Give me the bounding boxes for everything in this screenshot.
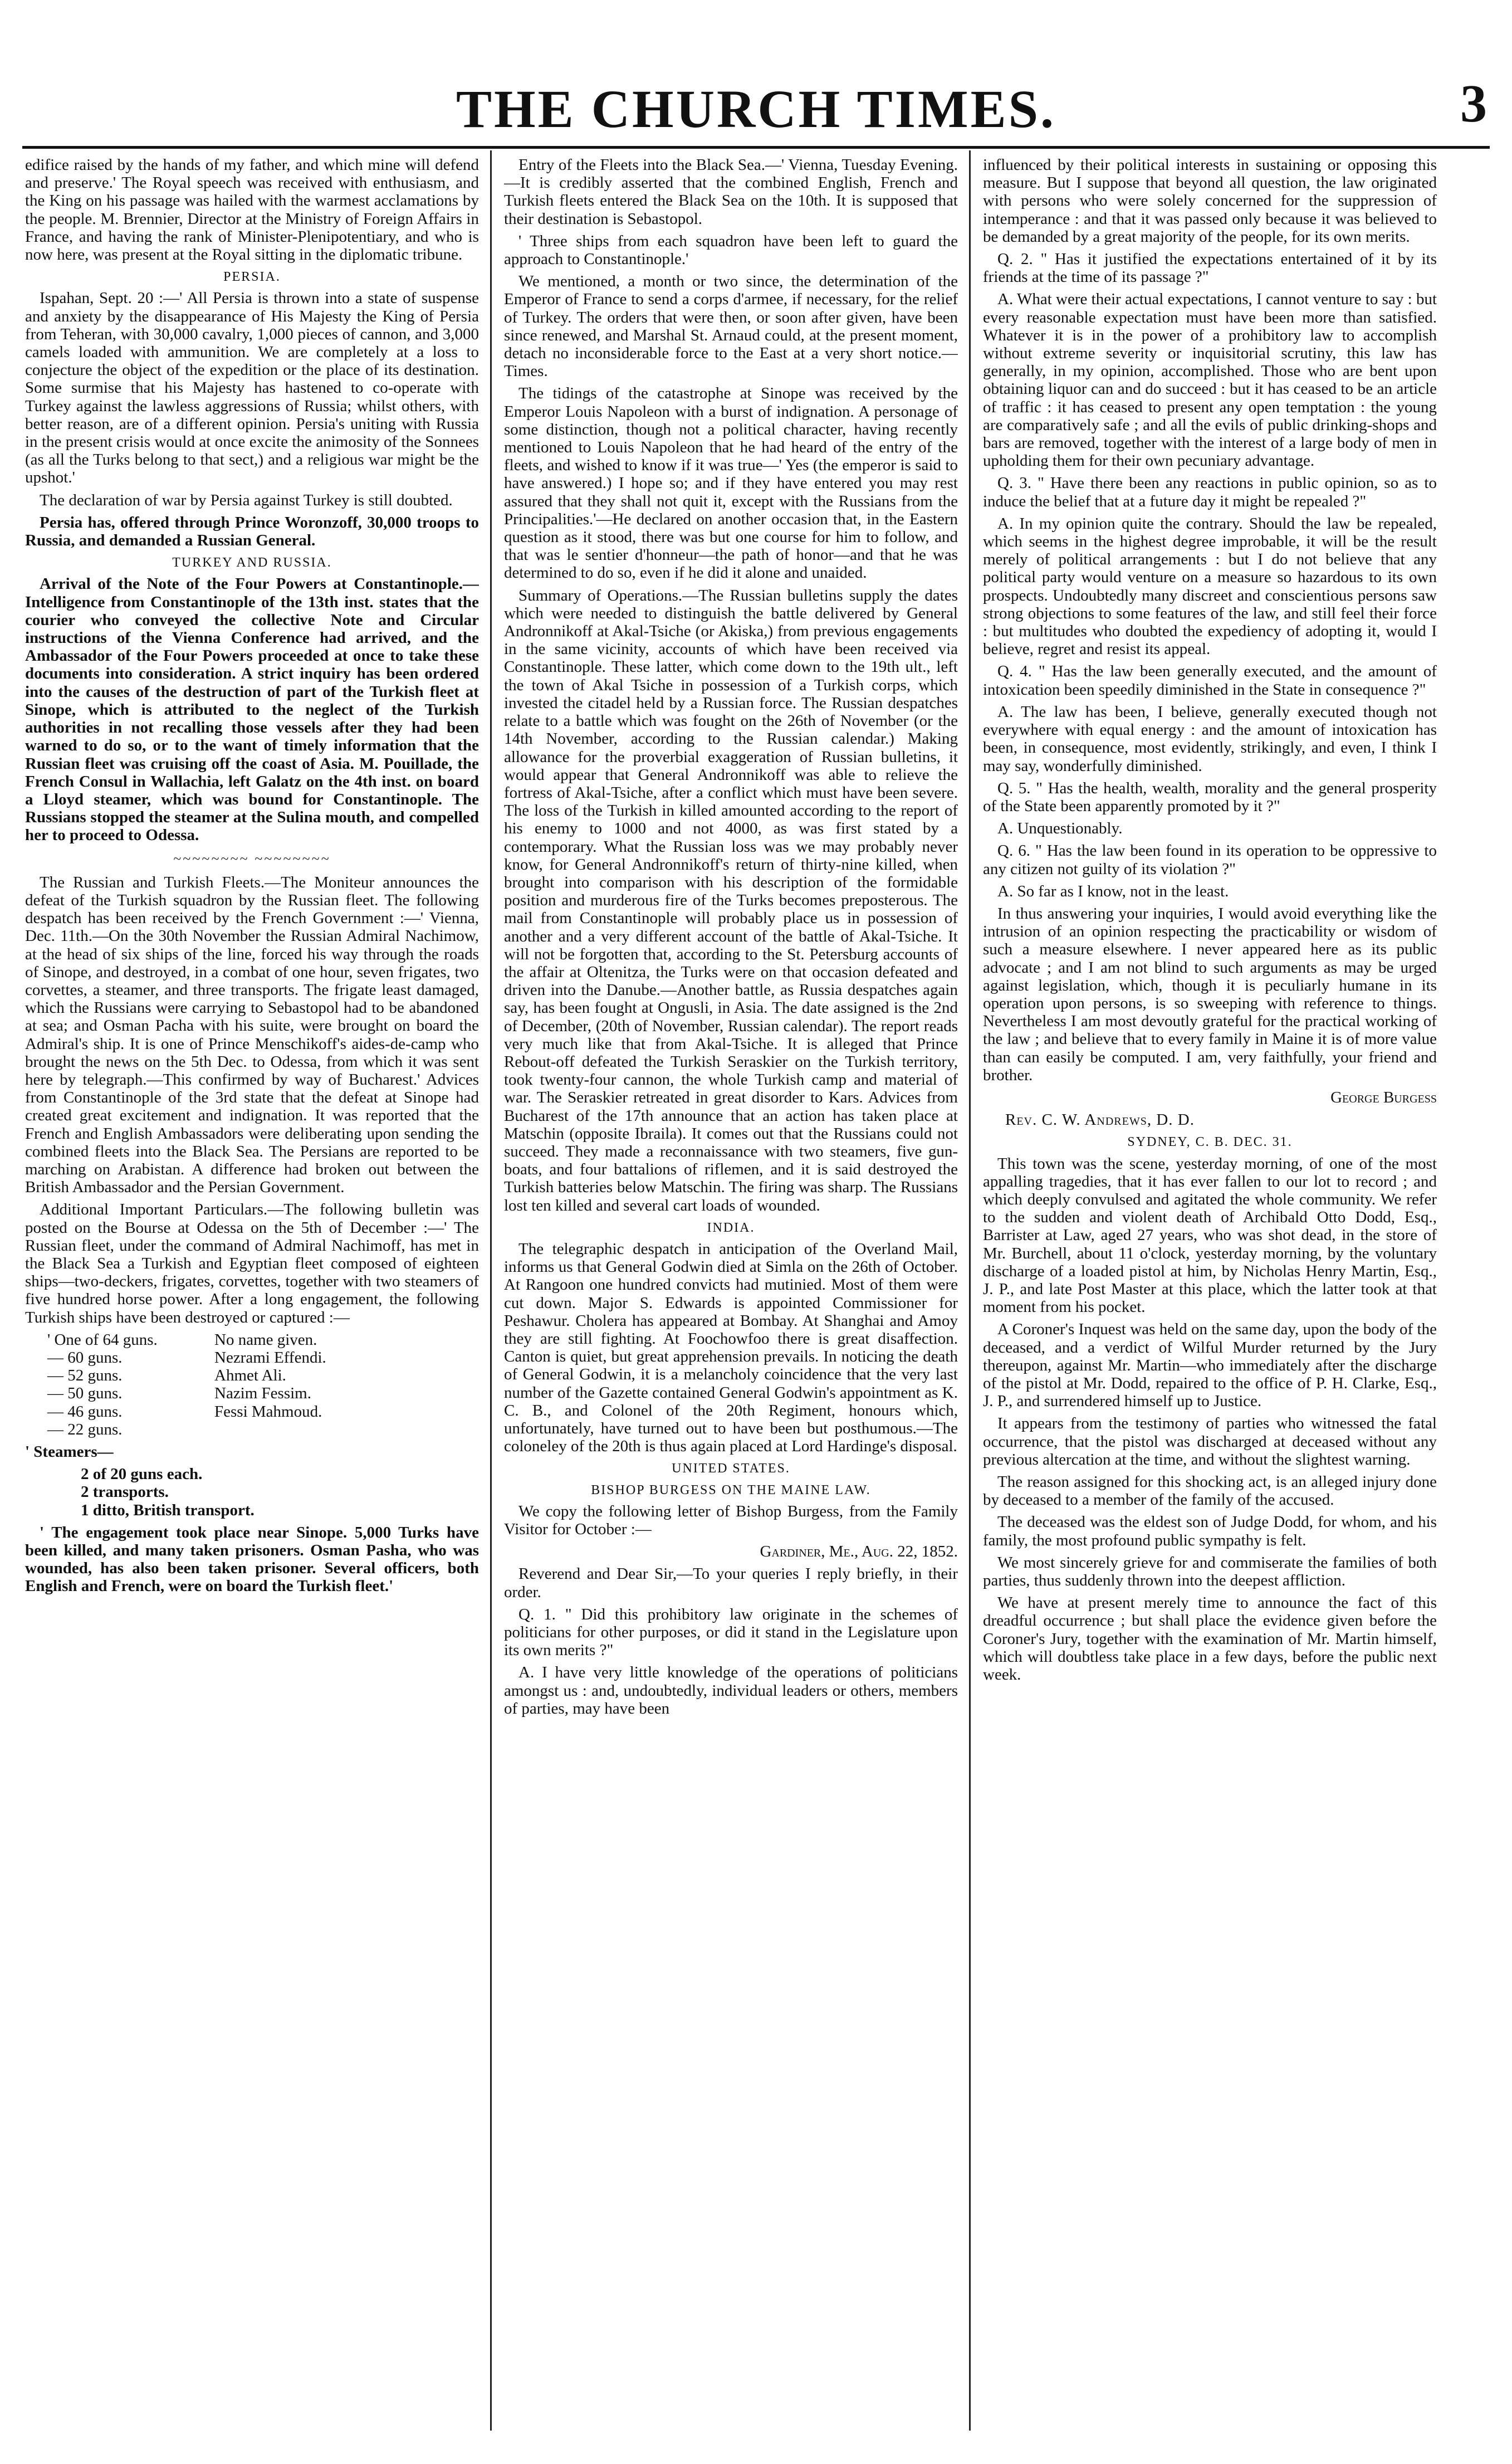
article-text: Q. 4. " Has the law been generally executed, and the amount of intoxication been speedily diminished in the State in consequence ?" (983, 662, 1437, 699)
list-item: 1 ditto, British transport. (81, 1501, 255, 1519)
article-text: Persia has, offered through Prince Woronzoff, 30,000 troops to Russia, and demanded a Russian General. (25, 513, 479, 550)
article-text: This town was the scene, yesterday morning, of one of the most appalling tragedies, that it has ever fallen to our lot to record ; and which deeply convulsed and agitated the whole community. We refer to the sudden and violent death of Archibald Otto Dodd, Esq., Barrister at Law, aged 27 years, who was shot dead, in the store of Mr. Burchell, about 11 o'clock, yesterday morning, by the voluntary discharge of a loaded pistol at him, by Nicholas Henry Martin, Esq., J. P., and late Post Master at this place, which the latter took at that moment from his pocket. (983, 1154, 1437, 1316)
article-text: A. So far as I know, not in the least. (997, 882, 1229, 900)
article-text: The deceased was the eldest son of Judge Dodd, for whom, and his family, the most profound public sympathy is felt. (983, 1513, 1437, 1549)
column-divider-1 (490, 150, 492, 2431)
article-text: We most sincerely grieve for and commiserate the families of both parties, thus suddenly thrown into the deepest affliction. (983, 1553, 1437, 1590)
list-item: ' One of 64 guns. No name given. (47, 1330, 317, 1349)
list-item: — 22 guns. (47, 1420, 123, 1438)
article-text: Q. 1. " Did this prohibitory law originate in the schemes of politicians for other purposes, or did it stand in the Legislature upon its own merits ?" (504, 1605, 958, 1660)
article-text: The tidings of the catastrophe at Sinope was received by the Emperor Louis Napoleon with a burst of indignation. A personage of some distinction, though not a political character, having recently mentioned to Louis Napoleon that he had heard of the entry of the fleets, and wished to know if it was true—' Yes (the emperor is said to have answered.) I hope so; and if they have entered you may rest assured that they shall not quit it, except with the Russians from the Principalities.'—He declared on another occasion that, in the Eastern question as it stood, there was but one course for him to follow, and that was le sentier d'honneur—the path of honor—and that he was determined to do so, even if he did it alone and unaided. (504, 384, 958, 582)
article-text: Summary of Operations.—The Russian bulletins supply the dates which were needed to distinguish the battle delivered by General Andronnikoff at Akal-Tsiche (or Akiska,) from previous engagements in the same vicinity, accounts of which have been received via Constantinople. These latter, which come down to the 19th ult., left the town of Akal Tsiche in possession of a Turkish corps, which invested the citadel held by a Russian force. The Russian despatches relate to a battle which was fought on the 26th of November (or the 14th November, according to the Russian calendar.) Making allowance for the proverbial exaggeration of Russian bulletins, it would appear that General Andronnikoff was able to relieve the fortress of Akal-Tsiche, after a conflict which must have been severe. The loss of the Turkish in killed amounted according to the report of his enemy to 1000 and not 4000, as was first stated by a contemporary. What the Russian loss was we may probably never know, for General Andronnikoff's return of thirty-nine killed, when brought into comparison with his description of the formidable position and murderous fire of the Turks becomes preposterous. The mail from Constantinople will probably place us in possession of another and a very different account of the battle of Akal-Tsiche. It will not be forgotten that, according to the St. Petersburg accounts of the affair at Oltenitza, the Turks were on that occasion defeated and driven into the Danube.—Another battle, as Russia despatches again say, has been fought at Ongusli, in Asia. The date assigned is the 2nd of December, (20th of November, Russian calendar). The report reads very much like that from Akal-Tsiche. It is alleged that Prince Rebout-off defeated the Turkish Seraskier on the Turkish territory, took twenty-four cannon, the whole Turkish camp and material of war. The Seraskier retreated in great disorder to Kars. Advices from Bucharest of the 17th announce that an action has taken place at Matschin (opposite Ibraila). It comes out that the Russians could not succeed. They made a reconnaissance with two steamers, five gun-boats, and four battalions of riflemen, and it is said destroyed the Turkish batteries below Matschin. The firing was sharp. The Russians lost ten killed and several cart loads of wounded. (504, 586, 958, 1214)
article-text: ' Steamers— (25, 1443, 114, 1461)
article-text: A Coroner's Inquest was held on the same day, upon the body of the deceased, and a verdict of Wilful Murder returned by the Jury thereupon, against Mr. Martin—who immediately after the discharge of the pistol at Mr. Dodd, repaired to the office of P. H. Clarke, Esq., J. P., and surrendered himself up to Justice. (983, 1320, 1437, 1411)
article-text: Q. 2. " Has it justified the expectations entertained of it by its friends at the time of its passage ?" (983, 250, 1437, 286)
column-2 (504, 156, 958, 2429)
addressee: Rev. C. W. Andrews, D. D. (1005, 1111, 1195, 1129)
section-subheading-bishop: BISHOP BURGESS ON THE MAINE LAW. (591, 1482, 871, 1497)
article-text: A. Unquestionably. (997, 819, 1123, 838)
section-heading-india: INDIA. (707, 1220, 755, 1235)
article-text: Q. 6. " Has the law been found in its operation to be oppressive to any citizen not guilty of its violation ?" (983, 842, 1437, 878)
article-text: A. The law has been, I believe, generally executed though not everywhere with equal energy : and the amount of intoxication has been, in consequence, most evidently, strikingly, and even, I think I may say, wonderfully diminished. (983, 702, 1437, 775)
section-heading-sydney: SYDNEY, C. B. DEC. 31. (1127, 1135, 1293, 1150)
article-text: Ispahan, Sept. 20 :—' All Persia is thrown into a state of suspense and anxiety by the disappearance of His Majesty the King of Persia from Teheran, with 30,000 cavalry, 1,000 pieces of cannon, and 3,000 camels loaded with ammunition. We are completely at a loss to conjecture the object of the expedition or the place of its destination. Some surmise that his Majesty has hastened to co-operate with Turkey against the lawless aggressions of Russia; whilst others, with better reason, are of a different opinion. Persia's uniting with Russia in the present crisis would at once excite the animosity of the Sonnees (as all the Turks belong to that sect,) and a religious war might be the upshot.' (25, 289, 479, 487)
section-heading-united-states: UNITED STATES. (672, 1461, 790, 1476)
article-text: We copy the following letter of Bishop Burgess, from the Family Visitor for October :— (504, 1502, 958, 1539)
list-item: — 60 guns. Nezrami Effendi. (47, 1349, 326, 1367)
list-item: — 50 guns. Nazim Fessim. (47, 1384, 311, 1403)
dateline: Gardiner, Me., Aug. 22, 1852. (760, 1543, 958, 1561)
article-text: Q. 5. " Has the health, wealth, morality and the general prosperity of the State been apparently promoted by it ?" (983, 779, 1437, 815)
column-divider-2 (969, 150, 971, 2431)
signature: George Burgess (1330, 1088, 1437, 1106)
article-text: We have at present merely time to announce the fact of this dreadful occurrence ; but shall place the evidence given before the Coroner's Jury, together with the examination of Mr. Martin himself, which will doubtless take place in a few days, before the public next week. (983, 1594, 1437, 1684)
page-number: 3 (1460, 74, 1487, 133)
ships-list (47, 1331, 479, 1438)
article-text: A. What were their actual expectations, I cannot venture to say : but every reasonable expectation must have been more than satisfied. Whatever it is in the power of a prohibitory law to accomplish without extreme severity or inquisitorial scrutiny, this law has generally, in my opinion, accomplished. Those who are bent upon obtaining liquor can and do succeed : but it has ceased to be an article of traffic : it has ceased to present any open temptation : the young are comparatively safe ; and all the evils of public drinking-shops and bars are removed, together with the interest of a large body of men in upholding them for their own pecuniary advantage. (983, 290, 1437, 470)
article-text: Additional Important Particulars.—The following bulletin was posted on the Bourse at Odessa on the 5th of December :—' The Russian fleet, under the command of Admiral Nachimoff, has met in the Black Sea a Turkish and Egyptian fleet composed of eighteen ships—two-deckers, frigates, corvettes, together with two steamers of five hundred horse power. After a long engagement, the following Turkish ships have been destroyed or captured :— (25, 1201, 479, 1326)
section-heading-turkey-russia: TURKEY AND RUSSIA. (172, 555, 332, 570)
article-text: We mentioned, a month or two since, the determination of the Emperor of France to send a corps d'armee, if necessary, for the relief of Turkey. The orders that were then, or soon after given, have been since renewed, and Marshal St. Arnaud could, at the present moment, detach no inconsiderable force to the East at a very short notice.—Times. (504, 272, 958, 380)
article-text: Entry of the Fleets into the Black Sea.—' Vienna, Tuesday Evening.—It is credibly asserted that the combined English, French and Turkish fleets entered the Black Sea on the 10th. It is supposed that their destination is Sebastopol. (504, 156, 958, 228)
article-text: Arrival of the Note of the Four Powers at Constantinople.—Intelligence from Constantinople of the 13th inst. states that the courier who conveyed the collective Note and Circular instructions of the Vienna Conference had arrived, and the Ambassador of the Four Powers proceeded at once to take these documents into consideration. A strict inquiry has been ordered into the causes of the destruction of part of the Turkish fleet at Sinope, which is attributed to the neglect of the Turkish authorities in not recalling those vessels after they had been warned to do so, or to the want of timely information that the Russian fleet was cruising off the coast of Asia. M. Pouillade, the French Consul in Wallachia, left Galatz on the 4th inst. on board a Lloyd steamer, which was bound for Constantinople. The Russians stopped the steamer at the Sulina mouth, and compelled her to proceed to Odessa. (25, 575, 479, 845)
article-text: Q. 3. " Have there been any reactions in public opinion, so as to induce the belief that at a future day it might be repealed ?" (983, 474, 1437, 510)
article-text: The declaration of war by Persia against Turkey is still doubted. (40, 491, 453, 509)
article-text: Reverend and Dear Sir,—To your queries I reply briefly, in their order. (504, 1565, 958, 1601)
column-3 (983, 156, 1437, 2429)
list-item: 2 transports. (81, 1483, 169, 1501)
list-item: 2 of 20 guns each. (81, 1465, 203, 1484)
header-rule (22, 146, 1490, 149)
steamers-list (47, 1465, 479, 1519)
article-text: A. I have very little knowledge of the operations of politicians amongst us : and, undoubtedly, individual leaders or others, members of parties, may have been (504, 1663, 958, 1718)
article-text: edifice raised by the hands of my father, and which mine will defend and preserve.' The Royal speech was received with enthusiasm, and the King on his passage was hailed with the warmest acclamations by the people. M. Brennier, Director at the Ministry of Foreign Affairs in France, and having the rank of Minister-Plenipotentiary, and who is now here, was present at the Royal sitting in the diplomatic tribune. (25, 156, 479, 264)
column-1 (25, 156, 479, 2429)
article-text: The reason assigned for this shocking act, is an alleged injury done by deceased to a member of the family of the accused. (983, 1473, 1437, 1509)
ornamental-divider: ~~~~~~~~ ~~~~~~~~ (173, 850, 331, 867)
list-item: — 46 guns. Fessi Mahmoud. (47, 1402, 322, 1421)
article-text: In thus answering your inquiries, I would avoid everything like the intrusion of an opinion respecting the practicability or wisdom of such a measure elsewhere. I never appeared here as its public advocate ; and I am not blind to such arguments as may be urged against legislation, which, though it is peculiarly humane in its operation upon persons, is so sweeping with reference to things. Nevertheless I am most devoutly grateful for the practical working of the law ; and believe that to every family in Maine it is of more value than can easily be computed. I am, very faithfully, your friend and brother. (983, 904, 1437, 1084)
article-text: influenced by their political interests in sustaining or opposing this measure. But I suppose that beyond all question, the law originated with persons who were solely concerned for the suppression of intemperance : and that it was passed only because it was believed to be demanded by a great majority of the people, for its own merits. (983, 156, 1437, 246)
article-text: ' Three ships from each squadron have been left to guard the approach to Constantinople.' (504, 232, 958, 269)
article-text: The Russian and Turkish Fleets.—The Moniteur announces the defeat of the Turkish squadron by the Russian fleet. The following despatch has been received by the French Government :—' Vienna, Dec. 11th.—On the 30th November the Russian Admiral Nachimow, at the head of six ships of the line, forced his way through the roads of Sinope, and destroyed, in a combat of one hour, seven frigates, two corvettes, a steamer, and three transports. The frigate least damaged, which the Russians were carrying to Sebastopol had to be abandoned at sea; and Osman Pacha with his suite, were brought on board the Admiral's ship. It is one of Prince Menschikoff's aides-de-camp who brought the news on the 5th Dec. to Odessa, from which it was sent here by telegraph.—This confirmed by way of Bucharest.' Advices from Constantinople of the 3rd state that the defeat at Sinope had created great excitement and indignation. It was reported that the French and English Ambassadors were deliberating upon sending the combined fleets into the Black Sea. The Persians are reported to be marching on Arabistan. A difference had broken out between the British Ambassador and the Persian Government. (25, 873, 479, 1197)
article-text: The telegraphic despatch in anticipation of the Overland Mail, informs us that General Godwin died at Simla on the 26th of October. At Rangoon one hundred convicts had mutinied. Most of them were cut down. Major S. Edwards is appointed Commissioner for Peshawur. Cholera has appeared at Bombay. At Shanghai and Amoy they are still fighting. At Foochowfoo there is great disaffection. Canton is quiet, but great apprehension prevails. In noticing the death of General Godwin, it is a melancholy coincidence that the very last number of the Gazette contained General Godwin's appointment as K. C. B., and Colonel of the 20th Regiment, honours which, unfortunately, have turned out to have been but posthumous.—The coloneley of the 20th is thus again placed at Lord Hardinge's disposal. (504, 1240, 958, 1456)
section-heading-persia: PERSIA. (223, 270, 281, 285)
list-item: — 52 guns. Ahmet Ali. (47, 1367, 286, 1385)
article-text: It appears from the testimony of parties who witnessed the fatal occurrence, that the pistol was discharged at deceased without any previous altercation at the time, and without the slightest warning. (983, 1414, 1437, 1468)
newspaper-title: THE CHURCH TIMES. (456, 79, 1056, 139)
article-text: A. In my opinion quite the contrary. Should the law be repealed, which seems in the highest degree improbable, it will be the result merely of political arrangements : but I do not believe that any political party would venture on a measure so hazardous to its own prospects. Undoubtedly many discreet and conscientious persons saw strong objections to some features of the law, and still feel their force : but multitudes who doubted the expediency of adopting it, would I believe, regret and resist its appeal. (983, 514, 1437, 658)
article-text: ' The engagement took place near Sinope. 5,000 Turks have been killed, and many taken prisoners. Osman Pasha, who was wounded, has also been taken prisoner. Several officers, both English and French, were on board the Turkish fleet.' (25, 1523, 479, 1595)
masthead (0, 45, 1512, 156)
